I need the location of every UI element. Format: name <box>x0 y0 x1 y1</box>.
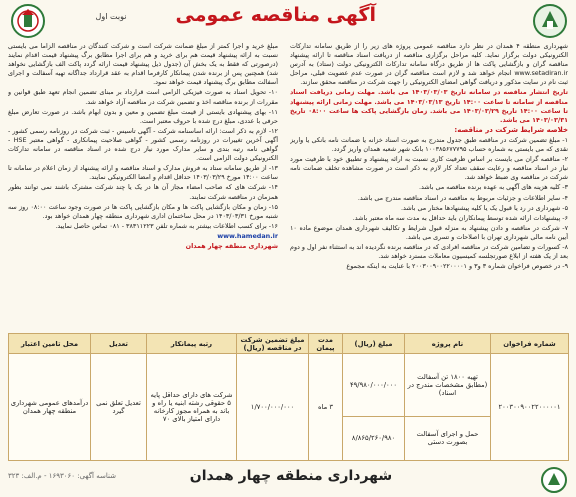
ad-footer <box>0 464 576 497</box>
municipality-emblem-icon <box>10 3 46 39</box>
cell-funding: درآمدهای عمومی شهرداری منطقه چهار همدان <box>9 354 91 461</box>
condition-item: ۴- سایر اطلاعات و جزئیات مربوط به مناقصه در اسناد مناقصه مندرج می باشد. <box>357 193 568 202</box>
condition-item: ۹- در خصوص فراخوان شماره ۳ و۳ و ۲۰۰۳۰۰۹۰۰۲۲۰۰۰۰۱ با عنایت به اینکه مجموع <box>346 262 568 271</box>
left-column <box>8 42 278 332</box>
municipality-logo-icon <box>540 466 568 494</box>
signature-org: شهرداری منطقه چهار همدان <box>185 241 278 250</box>
column-header: مدت پیمان <box>309 334 343 354</box>
intro-text: شهرداری منطقه ۴ همدان در نظر دارد مناقصه عمومی پروژه های زیر را از طریق سامانه تدارکات الکترونیکی دولت برگزار نماید. کلیه مراحل برگزاری مناقصه از دریافت اسناد مناقصه تا ارائه پیشنهاد مناقصه گران و بازگشایی پاکت ها از طریق درگاه سامانه تدارکات الکترونیکی دولت (ستاد) به آدرس www.setadiran.ir انجام خواهد شد و لازم است مناقصه گران در صورت عدم عضویت قبلی، مراحل ثبت نام در سایت مذکور و دریافت گواهی امضای الکترونیکی را جهت شرکت در مناقصه محقق سازند. <box>290 42 568 87</box>
column-header: محل تامین اعتبار <box>9 334 91 354</box>
column-header: رتبه پیمانکار <box>147 334 237 354</box>
paragraph: ۱۴- شرکت های که صاحب امضاء مجاز آن ها در یک یا چند شرکت مشترک باشند نمی توانند بطور همزمان در مناقصه شرکت نمایند. <box>8 183 278 201</box>
paragraph: ۱۰- تحویل اسناد به صورت فیزیکی الزامی است قرارداد بر مبنای تضمین انجام تعهد طبق قوانین و مقررات از برنده مناقصه اخذ و تضمین شرکت در مناقصه آزاد خواهد شد. <box>8 88 278 106</box>
table-row <box>9 354 569 417</box>
cell-project: حمل و اجرای آسفالت بصورت دستی <box>405 416 491 460</box>
cell-amount: ۸/۸۶۵/۲۶۰/۹۸۰ <box>343 416 405 460</box>
cell-rank: شرکت های دارای حداقل پایه ۵ حقوقی رشته ابنیه یا راه و باند به همراه مجوز کارخانه دارای امتیاز بالای ۷۰ <box>147 354 237 461</box>
column-header: مبلغ (ریال) <box>343 334 405 354</box>
paragraph: ۱۲- لازم به ذکر است: ارائه اساسنامه شرکت - آگهی تاسیس - ثبت شرکت در روزنامه رسمی کشور - آگهی آخرین تغییرات در روزنامه رسمی کشور - گواهی صلاحیت پیمانکاری - گواهی معتبر HSE - گواهی نامه رتبه بندی و سایر مدارک مورد نیاز درج شده در اسناد مناقصه در سامانه تدارکات الکترونیکی دولت الزامی است. <box>8 126 278 163</box>
footer-organization: شهرداری منطقه چهار همدان <box>189 468 393 484</box>
table-header-row <box>9 334 569 354</box>
paragraph: ۱۱- بهای پیشنهادی بایستی از قیمت مبلغ تضمین و معین و بدون ابهام باشد. در صورت تعارض مبلغ حرفی با عددی، مبلغ درج شده با حروف معتبر است. <box>8 107 278 125</box>
column-header: مبلغ تضمین شرکت در مناقصه (ریال) <box>237 334 309 354</box>
cell-tender-number: ۲۰۰۳۰۰۹۰۰۲۲۰۰۰۰۰۱ <box>491 354 569 461</box>
cell-amount: ۴۹/۹۸۰/۰۰۰/۰۰۰ <box>343 354 405 417</box>
condition-item: ۷- شرکت در مناقصه و دادن پیشنهاد به منزله قبول شرایط و تکالیف شهرداری همدان موضوع ماده ۱۰ آیین نامه مالی شهرداری تهران با اصلاحات و تسری می باشد. <box>290 223 568 241</box>
paragraph: مبلغ خرید و اجرا کمتر از مبلغ ضمانت شرکت است و شرکت کنندگان در مناقصه الزاما می بایستی نسبت به ارائه پیشنهاد قیمت هم برای خرید و هم برای اجرا مطابق برگ پیشنهاد قیمت اقدام نمایند (درصورتی که فقط به یک بخش آن (جدول ذیل پیشنهاد قیمت ارائه گردد پاکت الف بازگشایی نخواهد شد) همچنین پس از برنده شدن پیمانکار کارفرما اقدام به عقد قرارداد جداگانه تهیه آسفالت و اجرای آسفالت مطابق برگ پیشنهاد قیمت خواهد نمود. <box>8 42 278 87</box>
paragraph: ۱۳- از طریق سامانه ستاد به فروش مدارک و اسناد مناقصه و ارائه پیشنهاد از زمان اعلام در سامانه تا ساعت ۱۴:۰۰ مورخ ۱۴۰۳/۰۳/۲۹ حداقل اقدام و امضا الکترونیکی نمایند. <box>8 164 278 182</box>
cell-adjustment: تعدیل تعلق نمی گیرد <box>91 354 147 461</box>
paragraph: ۱۵- زمان و مکان بازگشایی پاکت ها و مکان بازگشایی پاکت ها در صورت وجود ساعت ۰۸:۰۰ روز سه شنبه مورخ ۱۴۰۳/۰۳/۳۱ در محل ساختمان اداری شهرداری منطقه چهار همدان خواهد بود. <box>8 202 278 220</box>
ad-header <box>0 0 576 40</box>
cell-duration: ۳ ماه <box>309 354 343 461</box>
cell-project: تهیه ۱۸۰۰ تن آسفالت (مطابق مشخصات مندرج در اسناد) <box>405 354 491 417</box>
cell-guarantee: ۱/۷۰۰/۰۰۰/۰۰۰ <box>237 354 309 461</box>
conditions-title: خلاصه شرایط شرکت در مناقصه: <box>454 125 568 134</box>
condition-item: ۵- شهرداری در رد یا قبول یک یا کلیه پیشنهادها مختار می باشد. <box>400 203 568 212</box>
ad-title: آگهی مناقصه عمومی <box>175 4 376 26</box>
column-header: شماره فراخوان <box>491 334 569 354</box>
header-note: نوبت اول <box>95 12 127 21</box>
condition-item: ۳- کلیه هزینه های آگهی به عهده برنده مناقصه می باشد. <box>419 183 568 192</box>
website-link[interactable]: www.hamedan.ir <box>217 231 278 240</box>
column-header: تعدیل <box>91 334 147 354</box>
condition-item: ۶- پیشنهادات ارائه شده توسط پیمانکاران باید حداقل به مدت سه ماه معتبر باشد. <box>352 213 568 222</box>
condition-item: ۲- مناقصه گران می بایست بر اساس ظرفیت کاری نسبت به ارائه پیشنهاد و تطبیق خود با ظرفیت مورد نیاز در اسناد مناقصه و رعایت سقف تعداد کار لازم به ذکر است در صورت مشاهده تخلف ضمانت نامه شرکت در مناقصه وی ضبط خواهد شد. <box>290 155 568 182</box>
paragraph: ۱۶- برای کسب اطلاعات بیشتر به شماره تلفن ۳۸۳۱۱۲۲۳ - ۰۸۱ تماس حاصل نمایید. <box>55 221 278 230</box>
column-header: نام پروژه <box>405 334 491 354</box>
dates-text: تاریخ انتشار مناقصه در سامانه تاریخ ۱۴۰۳/۰۳/۰۳ می باشد. مهلت زمانی دریافت اسناد مناقصه از سامانه تا ساعت ۱۴:۰۰ تاریخ ۱۴۰۳/۰۳/۱۳ می باشد. مهلت زمانی ارائه پیشنهاد تا ساعت ۱۴:۰۰ تاریخ ۱۴۰۳/۰۳/۲۹ می باشد. زمان بازگشایی پاکت ها ساعت ۰۸:۰۰ تاریخ ۱۴۰۳/۰۳/۳۱ می باشد. <box>290 88 568 124</box>
condition-item: ۱- مبلغ تضمین شرکت در مناقصه طبق جدول مندرج به صورت اسناد خزانه یا ضمانت نامه بانکی یا واریز نقدی که می بایستی به شماره حساب ۱۰۰۳۸۵۶۷۷۷۹۵ بانک شهر شعبه همدان واریز گردد. <box>290 135 568 154</box>
right-column <box>290 42 568 332</box>
tender-table <box>8 333 568 461</box>
condition-item: ۸- کسورات و تضامین شرکت در مناقصه افرادی که در مناقصه برنده نگردیده اند به استثناء نفر اول و دوم بعد از یک هفته از ابلاغ صورتجلسه کمیسیون معاملات مسترد خواهد شد. <box>290 242 568 261</box>
ad-code: شناسه آگهی: ۱۶۹۳۰۶۰ - م.الف: ۳۲۳ <box>8 472 116 480</box>
hamedan-municipality-logo-icon <box>532 3 568 39</box>
